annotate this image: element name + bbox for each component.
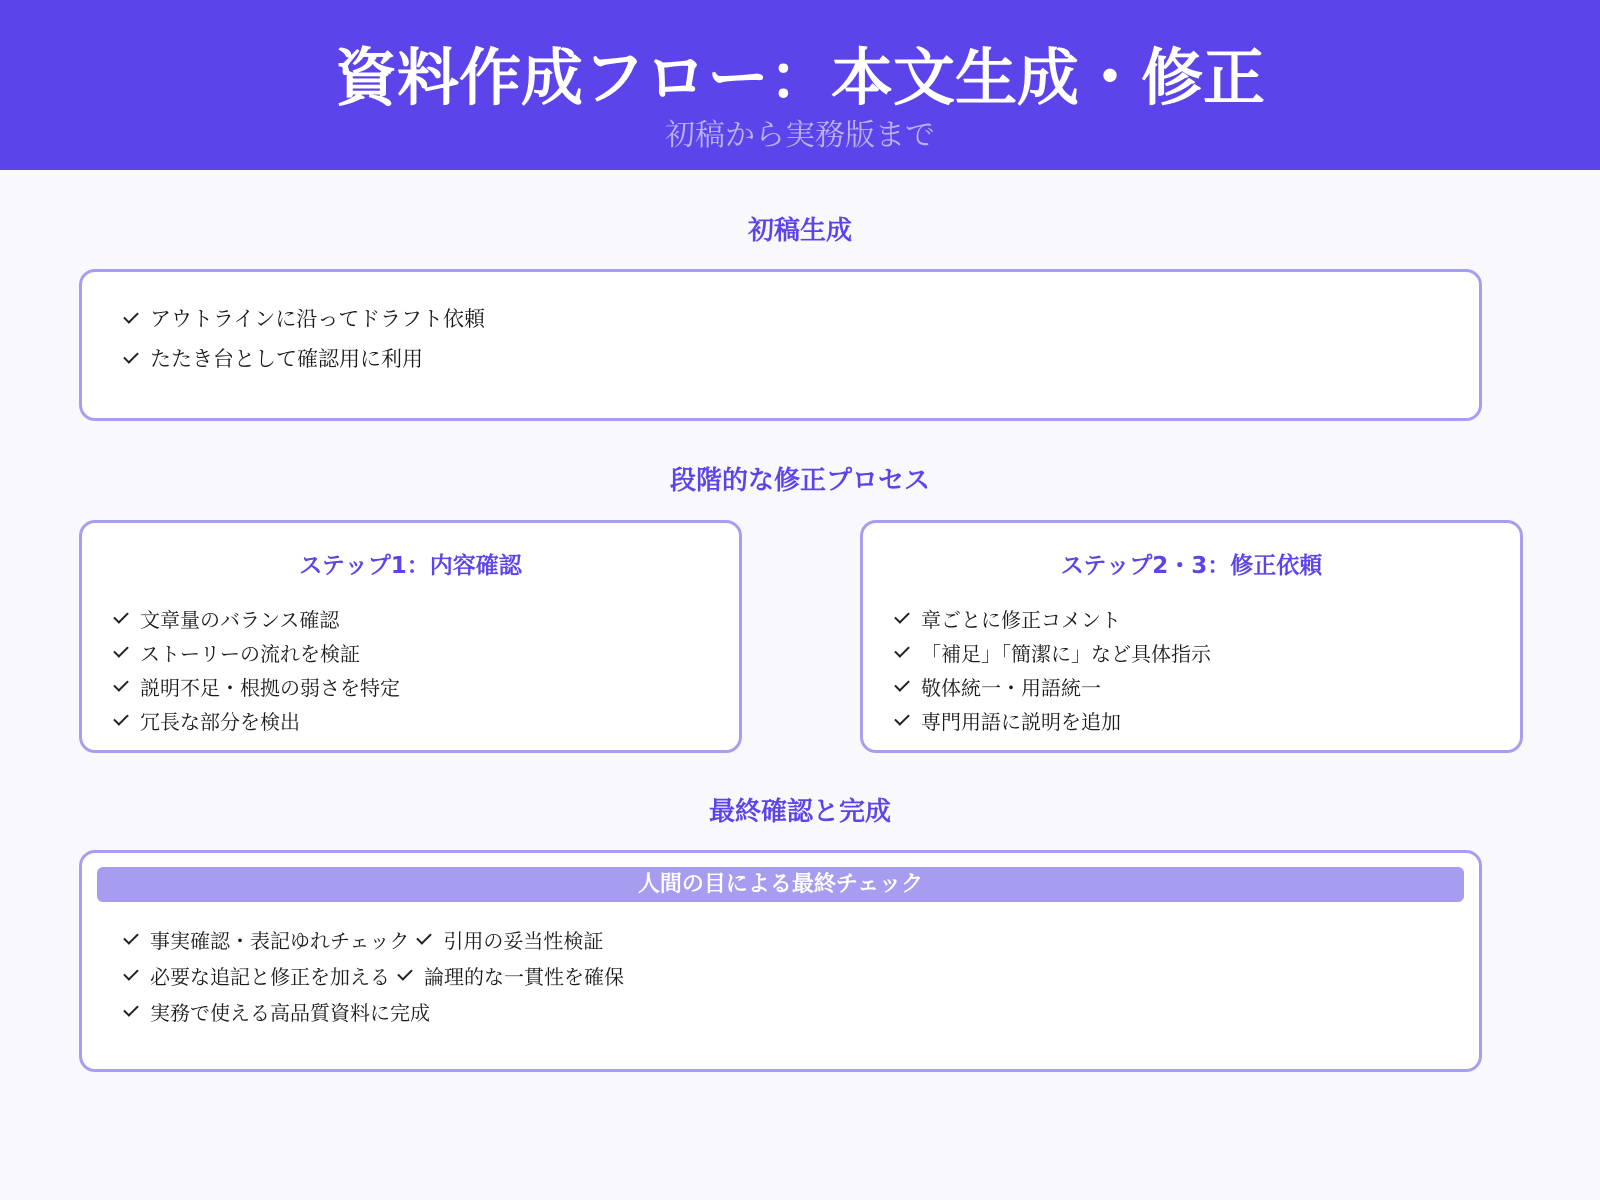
check-icon <box>123 308 139 324</box>
check-icon <box>113 676 129 692</box>
check-icon <box>123 1001 139 1017</box>
check-icon <box>123 348 139 364</box>
list-item-label: ストーリーの流れを検証 <box>140 641 360 666</box>
check-icon <box>397 965 413 981</box>
check-icon <box>113 642 129 658</box>
final-box <box>79 850 1482 1072</box>
step1-title: ステップ1：内容確認 <box>299 553 522 579</box>
list-item-label: 必要な追記と修正を加える <box>150 964 390 989</box>
list-item <box>124 298 485 338</box>
final-row <box>124 921 632 957</box>
page-subtitle: 初稿から実務版まで <box>665 118 935 153</box>
check-icon <box>894 608 910 624</box>
step2-title: ステップ2・3：修正依頼 <box>1060 553 1323 579</box>
list-item <box>114 635 400 669</box>
list-item-label: 章ごとに修正コメント <box>921 607 1121 632</box>
list-item-label: 専門用語に説明を追加 <box>921 709 1121 734</box>
draft-list <box>124 298 485 378</box>
check-icon <box>113 710 129 726</box>
final-list <box>124 921 632 1029</box>
section-title-revision: 段階的な修正プロセス <box>669 466 930 496</box>
section-title-final: 最終確認と完成 <box>708 797 891 827</box>
check-icon <box>894 642 910 658</box>
check-icon <box>123 965 139 981</box>
check-icon <box>894 676 910 692</box>
list-item-label: 引用の妥当性検証 <box>443 928 604 953</box>
final-row <box>124 993 632 1029</box>
check-icon <box>894 710 910 726</box>
step1-list <box>114 601 400 737</box>
list-item-label: 実務で使える高品質資料に完成 <box>150 1000 430 1025</box>
list-item <box>124 338 485 378</box>
header-banner <box>0 0 1600 170</box>
check-icon <box>113 608 129 624</box>
step2-list <box>895 601 1211 737</box>
final-row <box>124 957 632 993</box>
list-item <box>114 703 400 737</box>
page-title: 資料作成フロー：本文生成・修正 <box>334 41 1265 114</box>
list-item <box>114 601 400 635</box>
list-item-label: 「補足」「簡潔に」など具体指示 <box>921 641 1211 666</box>
list-item-label: 説明不足・根拠の弱さを特定 <box>140 675 400 700</box>
step1-box <box>79 520 742 753</box>
list-item <box>398 961 624 990</box>
list-item-label: 冗長な部分を検出 <box>140 709 300 734</box>
check-icon <box>123 929 139 945</box>
section-title-draft: 初稿生成 <box>747 216 852 246</box>
list-item-label: 文章量のバランス確認 <box>140 607 340 632</box>
list-item <box>417 925 603 954</box>
final-check-banner: 人間の目による最終チェック <box>97 867 1464 902</box>
check-icon <box>417 929 433 945</box>
list-item-label: アウトラインに沿ってドラフト依頼 <box>150 307 485 331</box>
draft-box <box>79 269 1482 421</box>
list-item <box>124 997 430 1026</box>
list-item <box>895 601 1211 635</box>
list-item-label: 敬体統一・用語統一 <box>921 675 1101 700</box>
list-item-label: たたき台として確認用に利用 <box>150 347 423 371</box>
list-item <box>895 669 1211 703</box>
list-item-label: 論理的な一貫性を確保 <box>424 964 624 989</box>
step2-box <box>860 520 1523 753</box>
list-item <box>124 925 409 954</box>
list-item <box>114 669 400 703</box>
list-item-label: 事実確認・表記ゆれチェック <box>150 928 410 953</box>
list-item <box>895 703 1211 737</box>
list-item <box>124 961 390 990</box>
list-item <box>895 635 1211 669</box>
